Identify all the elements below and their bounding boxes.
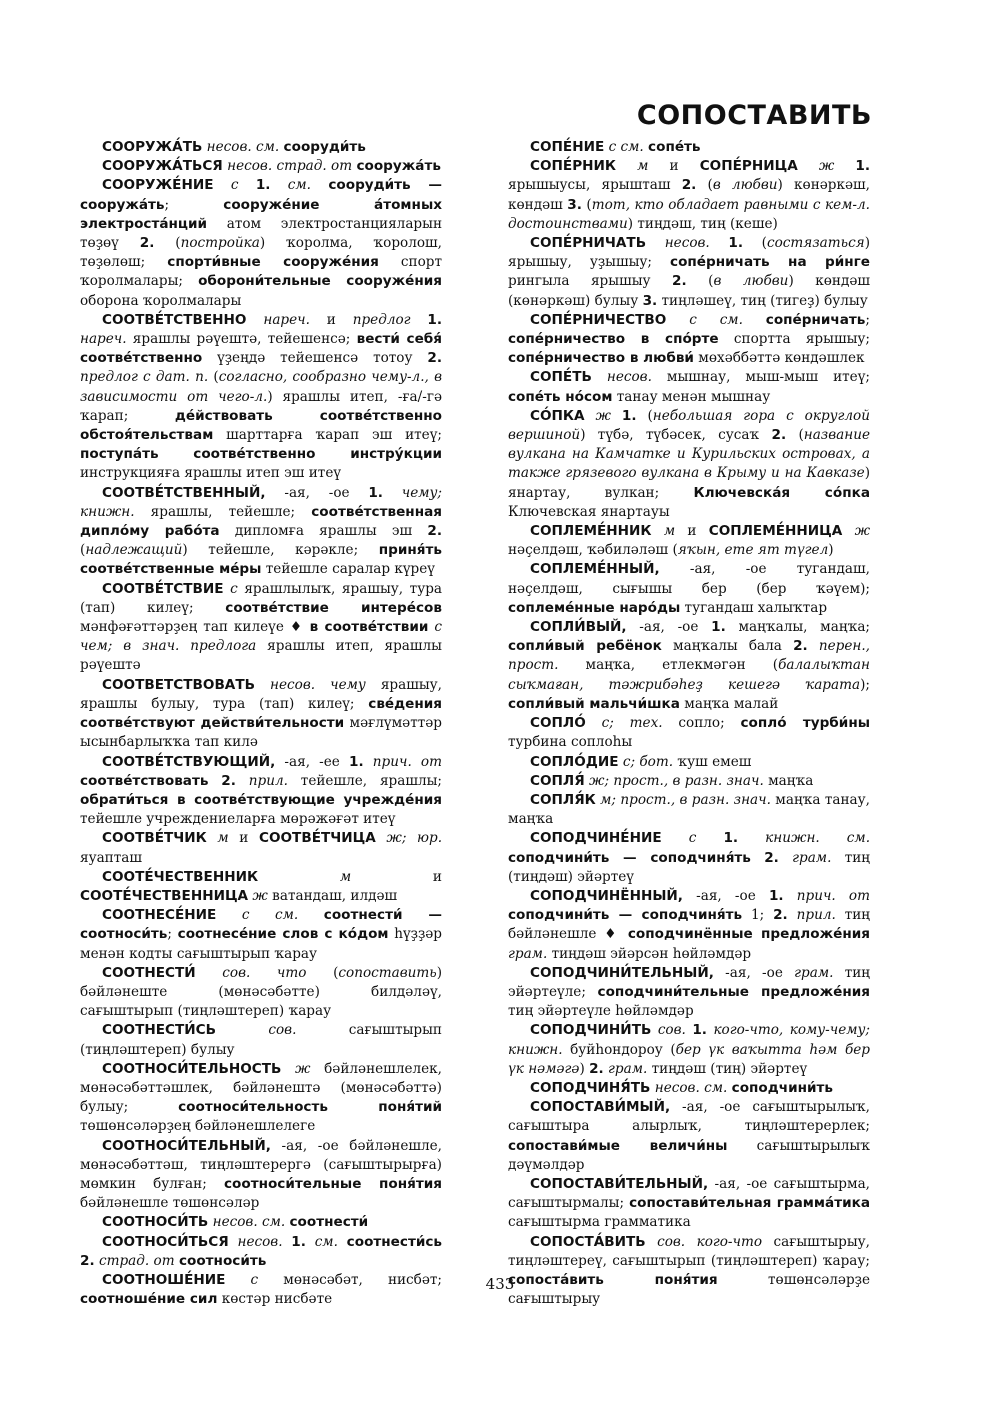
- column-left: [80, 138, 442, 1309]
- dictionary-entry: СОПОДЧИНИ́ТЬ сов. 1. кого-что, кому-чему; книжн. буйһондороу (бер үк ваҡытта һәм бер үк нәмәгә) 2. грам. тиңдәш (тиң) эйәртеү: [508, 1022, 870, 1077]
- dictionary-entry: СОПЛО́ с; тех. сопло; сопло́ турби́ны турбина соплоһы: [508, 715, 871, 751]
- dictionary-entry: СОПЛЕМЕ́ННИК м и СОПЛЕМЕ́ННИЦА ж нәҫелдәш, ҡәбиләләш (яҡын, ете ят түгел): [508, 523, 871, 559]
- column-right: [508, 138, 870, 1309]
- dictionary-entry: СООТНЕСТИ́СЬ сов. сағыштырып (тиңләштереп) булыу: [80, 1022, 442, 1058]
- dictionary-entry: СООТВЕ́ТСТВЕННО нареч. и предлог 1. нареч. ярашлы рәүештә, тейешенсә; вести́ себя́ соотве́тственно үҙеңдә тейешенсә тотоу 2. предлог с дат. п. (согласно, сообразно чему-л., в зависимости от чего-л.) ярашлы итеп, -ға/-гә ҡарап; де́йствовать соотве́тственно обстоя́тельствам шарттарға ҡарап эш итеү; поступа́ть соотве́тственно инстру́кции инструкцияға ярашлы итеп эш итеү: [80, 311, 443, 482]
- dictionary-entry: СОПЕ́НИЕ с см. сопе́ть: [530, 139, 701, 155]
- dictionary-entry: СОПЛЯ́К м; прост., в разн. знач. маңҡа танау, маңҡа: [508, 791, 870, 828]
- dictionary-entry: СООРУЖЕ́НИЕ с 1. см. сооруди́ть — сооружа́ть; сооруже́ние а́томных электроста́нций атом электростанцияларын төҙөү 2. (постройка) ҡоролма, ҡоролош, төҙөлөш; спорти́вные сооруже́ния спорт ҡоролмалары; оборони́тельные сооруже́ния оборона ҡоролмалары: [80, 177, 443, 309]
- dictionary-entry: СОПОДЧИНИ́ТЕЛЬНЫЙ, -ая, -ое грам. тиң эйәртеүле; соподчини́тельные предложе́ния тиң эйәртеүле һөйләмдәр: [508, 964, 870, 1020]
- dictionary-entry: СОПОДЧИНЕ́НИЕ с 1. книжн. см. соподчини́ть — соподчиня́ть 2. грам. тиң (тиңдәш) эйәртеү: [508, 830, 871, 885]
- dictionary-entry: СООТНОСИ́ТЕЛЬНОСТЬ ж бәйләнешлелек, мөнәсәбәттәшлек, бәйләнештә (мөнәсәбәттә) булыу; соотноси́тельность поня́тий төшөнсәләрҙең бәйләнешлелеге: [80, 1060, 442, 1135]
- dictionary-entry: СОПЛЯ́ ж; прост., в разн. знач. маңҡа: [530, 772, 814, 789]
- running-head: СОПОСТАВИТЬ: [636, 100, 872, 131]
- dictionary-entry: СОПЕ́ТЬ несов. мышнау, мыш-мыш итеү; сопе́ть но́сом танау менән мышнау: [508, 369, 870, 405]
- dictionary-entry: СОПОСТАВИ́ТЕЛЬНЫЙ, -ая, -ое сағыштырма, сағыштырмалы; сопостави́тельная грамма́тика сағыштырма грамматика: [508, 1175, 870, 1231]
- dictionary-entry: СООТНОСИ́ТЬСЯ несов. 1. см. соотнести́сь 2. страд. от соотноси́ть: [80, 1233, 443, 1269]
- dictionary-entry: СООТНЕСЕ́НИЕ с см. соотнести́ — соотноси́ть; соотнесе́ние слов с ко́дом һүҙҙәр менән кодты сағыштырып ҡарау: [80, 907, 443, 962]
- dictionary-entry: СООТНОШЕ́НИЕ с мөнәсәбәт, нисбәт; соотноше́ние сил көстәр нисбәте: [80, 1271, 443, 1308]
- dictionary-entry: СООТВЕ́ТСТВЕННЫЙ, -ая, -ое 1. чему; книжн. ярашлы, тейешле; соотве́тственная дипло́му рабо́та дипломға ярашлы эш 2. (надлежащий) тейешле, кәрәкле; приня́ть соотве́тственные ме́ры тейешле саралар күреү: [80, 484, 442, 578]
- dictionary-entry: СОПЕ́РНИЧЕСТВО с см. сопе́рничать; сопе́рничество в спо́рте спортта ярышыу; сопе́рничество в любви́ мөхәббәттә көндәшлек: [508, 311, 870, 367]
- page-number: 433: [485, 1275, 515, 1293]
- dictionary-entry: СОПОСТА́ВИТЬ сов. кого-что сағыштырыу, тиңләштереү, сағыштырып (тиңләштереп) ҡарау; сопоста́вить поня́тия төшөнсәләрҙе сағыштырыу: [508, 1233, 870, 1308]
- dictionary-entry: СООТНОСИ́ТЕЛЬНЫЙ, -ая, -ое бәйләнешле, мөнәсәбәттәш, тиңләштерергә (сағыштырырға) мөмкин булған; соотноси́тельные поня́тия бәйләнешле төшөнсәләр: [80, 1137, 442, 1212]
- dictionary-entry: СООТВЕТСТВОВАТЬ несов. чему ярашыу, ярашлы булыу, тура (тап) килеү; све́дения соотве́тствуют действи́тельности мәғлүмәттәр ысынбарлыҡҡа тап килә: [80, 676, 442, 751]
- dictionary-entry: СООТНОСИ́ТЬ несов. см. соотнести́: [102, 1214, 369, 1231]
- dictionary-entry: СОПОСТАВИ́МЫЙ, -ая, -ое сағыштырылыҡ, сағыштыра алырлыҡ, тиңләштерерлек; сопостави́мые величи́ны сағыштырылыҡ дәүмәлдәр: [508, 1099, 870, 1173]
- dictionary-entry: СОПОДЧИНЯ́ТЬ несов. см. соподчини́ть: [530, 1079, 833, 1096]
- dictionary-entry: СООТЕ́ЧЕСТВЕННИК м и СООТЕ́ЧЕСТВЕННИЦА ж ватандаш, илдәш: [80, 868, 442, 904]
- dictionary-entry: СООРУЖА́ТЬ несов. см. сооруди́ть: [102, 139, 366, 155]
- dictionary-entry: СОПОДЧИНЁННЫЙ, -ая, -ое 1. прич. от соподчини́ть — соподчиня́ть 1; 2. прил. тиң бәйләнешле ♦ соподчинённые предложе́ния грам. тиңдәш эйәрсән һөйләмдәр: [508, 887, 870, 962]
- dictionary-entry: СОПЕ́РНИК м и СОПЕ́РНИЦА ж 1. ярышыусы, ярышташ 2. (в любви) көнәркәш, көндәш 3. (тот, кто обладает равными с кем-л. достоинствами) тиңдәш, тиң (кеше): [508, 158, 871, 232]
- dictionary-entry: СООРУЖА́ТЬСЯ несов. страд. от сооружа́ть: [102, 158, 441, 175]
- dictionary-entry: СООТВЕ́ТСТВИЕ с ярашлылыҡ, ярашыу, тура (тап) килеү; соотве́тствие интере́сов мәнфәғәттәрҙең тап килеүе ♦ в соотве́тствии с чем; в знач. предлога ярашлы итеп, ярашлы рәүештә: [80, 580, 442, 674]
- dictionary-entry: СОПЛИ́ВЫЙ, -ая, -ое 1. маңҡалы, маңҡа; сопли́вый ребёнок маңҡалы бала 2. перен., прост. маңҡа, етлекмәгән (балалыҡтан сыҡмаған, тәжрибәһеҙ кешегә ҡарата); сопли́вый мальчи́шка маңҡа малай: [508, 619, 870, 712]
- dictionary-entry: СООТВЕ́ТЧИК м и СООТВЕ́ТЧИЦА ж; юр. яуапташ: [80, 830, 443, 866]
- dictionary-entry: СОПЛО́ДИЕ с; бот. ҡуш емеш: [530, 753, 752, 770]
- dictionary-entry: СОПЛЕМЕ́ННЫЙ, -ая, -ое тугандаш, нәҫелдәш, сығышы бер (бер ҡәүем); соплеме́нные наро́ды тугандаш халыҡтар: [508, 561, 870, 616]
- dictionary-entry: СО́ПКА ж 1. (небольшая гора с округлой вершиной) түбә, түбәсек, сусаҡ 2. (название вулкана на Камчатке и Курильских островах, а также грязевого вулкана в Крыму и на Кавказе) янартау, вулкан; Ключевска́я со́пка Ключевская янартауы: [508, 407, 870, 520]
- dictionary-entry: СОПЕ́РНИЧАТЬ несов. 1. (состязаться) ярышыу, уҙышыу; сопе́рничать на ри́нге рингыла ярышыу 2. (в любви) көндәш (көнәркәш) булыу 3. тиңләшеү, тиң (тигеҙ) булыу: [508, 235, 871, 309]
- dictionary-entry: СООТВЕ́ТСТВУЮЩИЙ, -ая, -ее 1. прич. от соотве́тствовать 2. прил. тейешле, ярашлы; обрати́ться в соотве́тствующие учрежде́ния тейешле учреждениеларға мөрәжәғәт итеү: [80, 753, 442, 828]
- dictionary-entry: СООТНЕСТИ́ сов. что (сопоставить) бәйләнеште (мөнәсәбәтте) билдәләү, сағыштырып (тиңләштереп) ҡарау: [80, 964, 443, 1020]
